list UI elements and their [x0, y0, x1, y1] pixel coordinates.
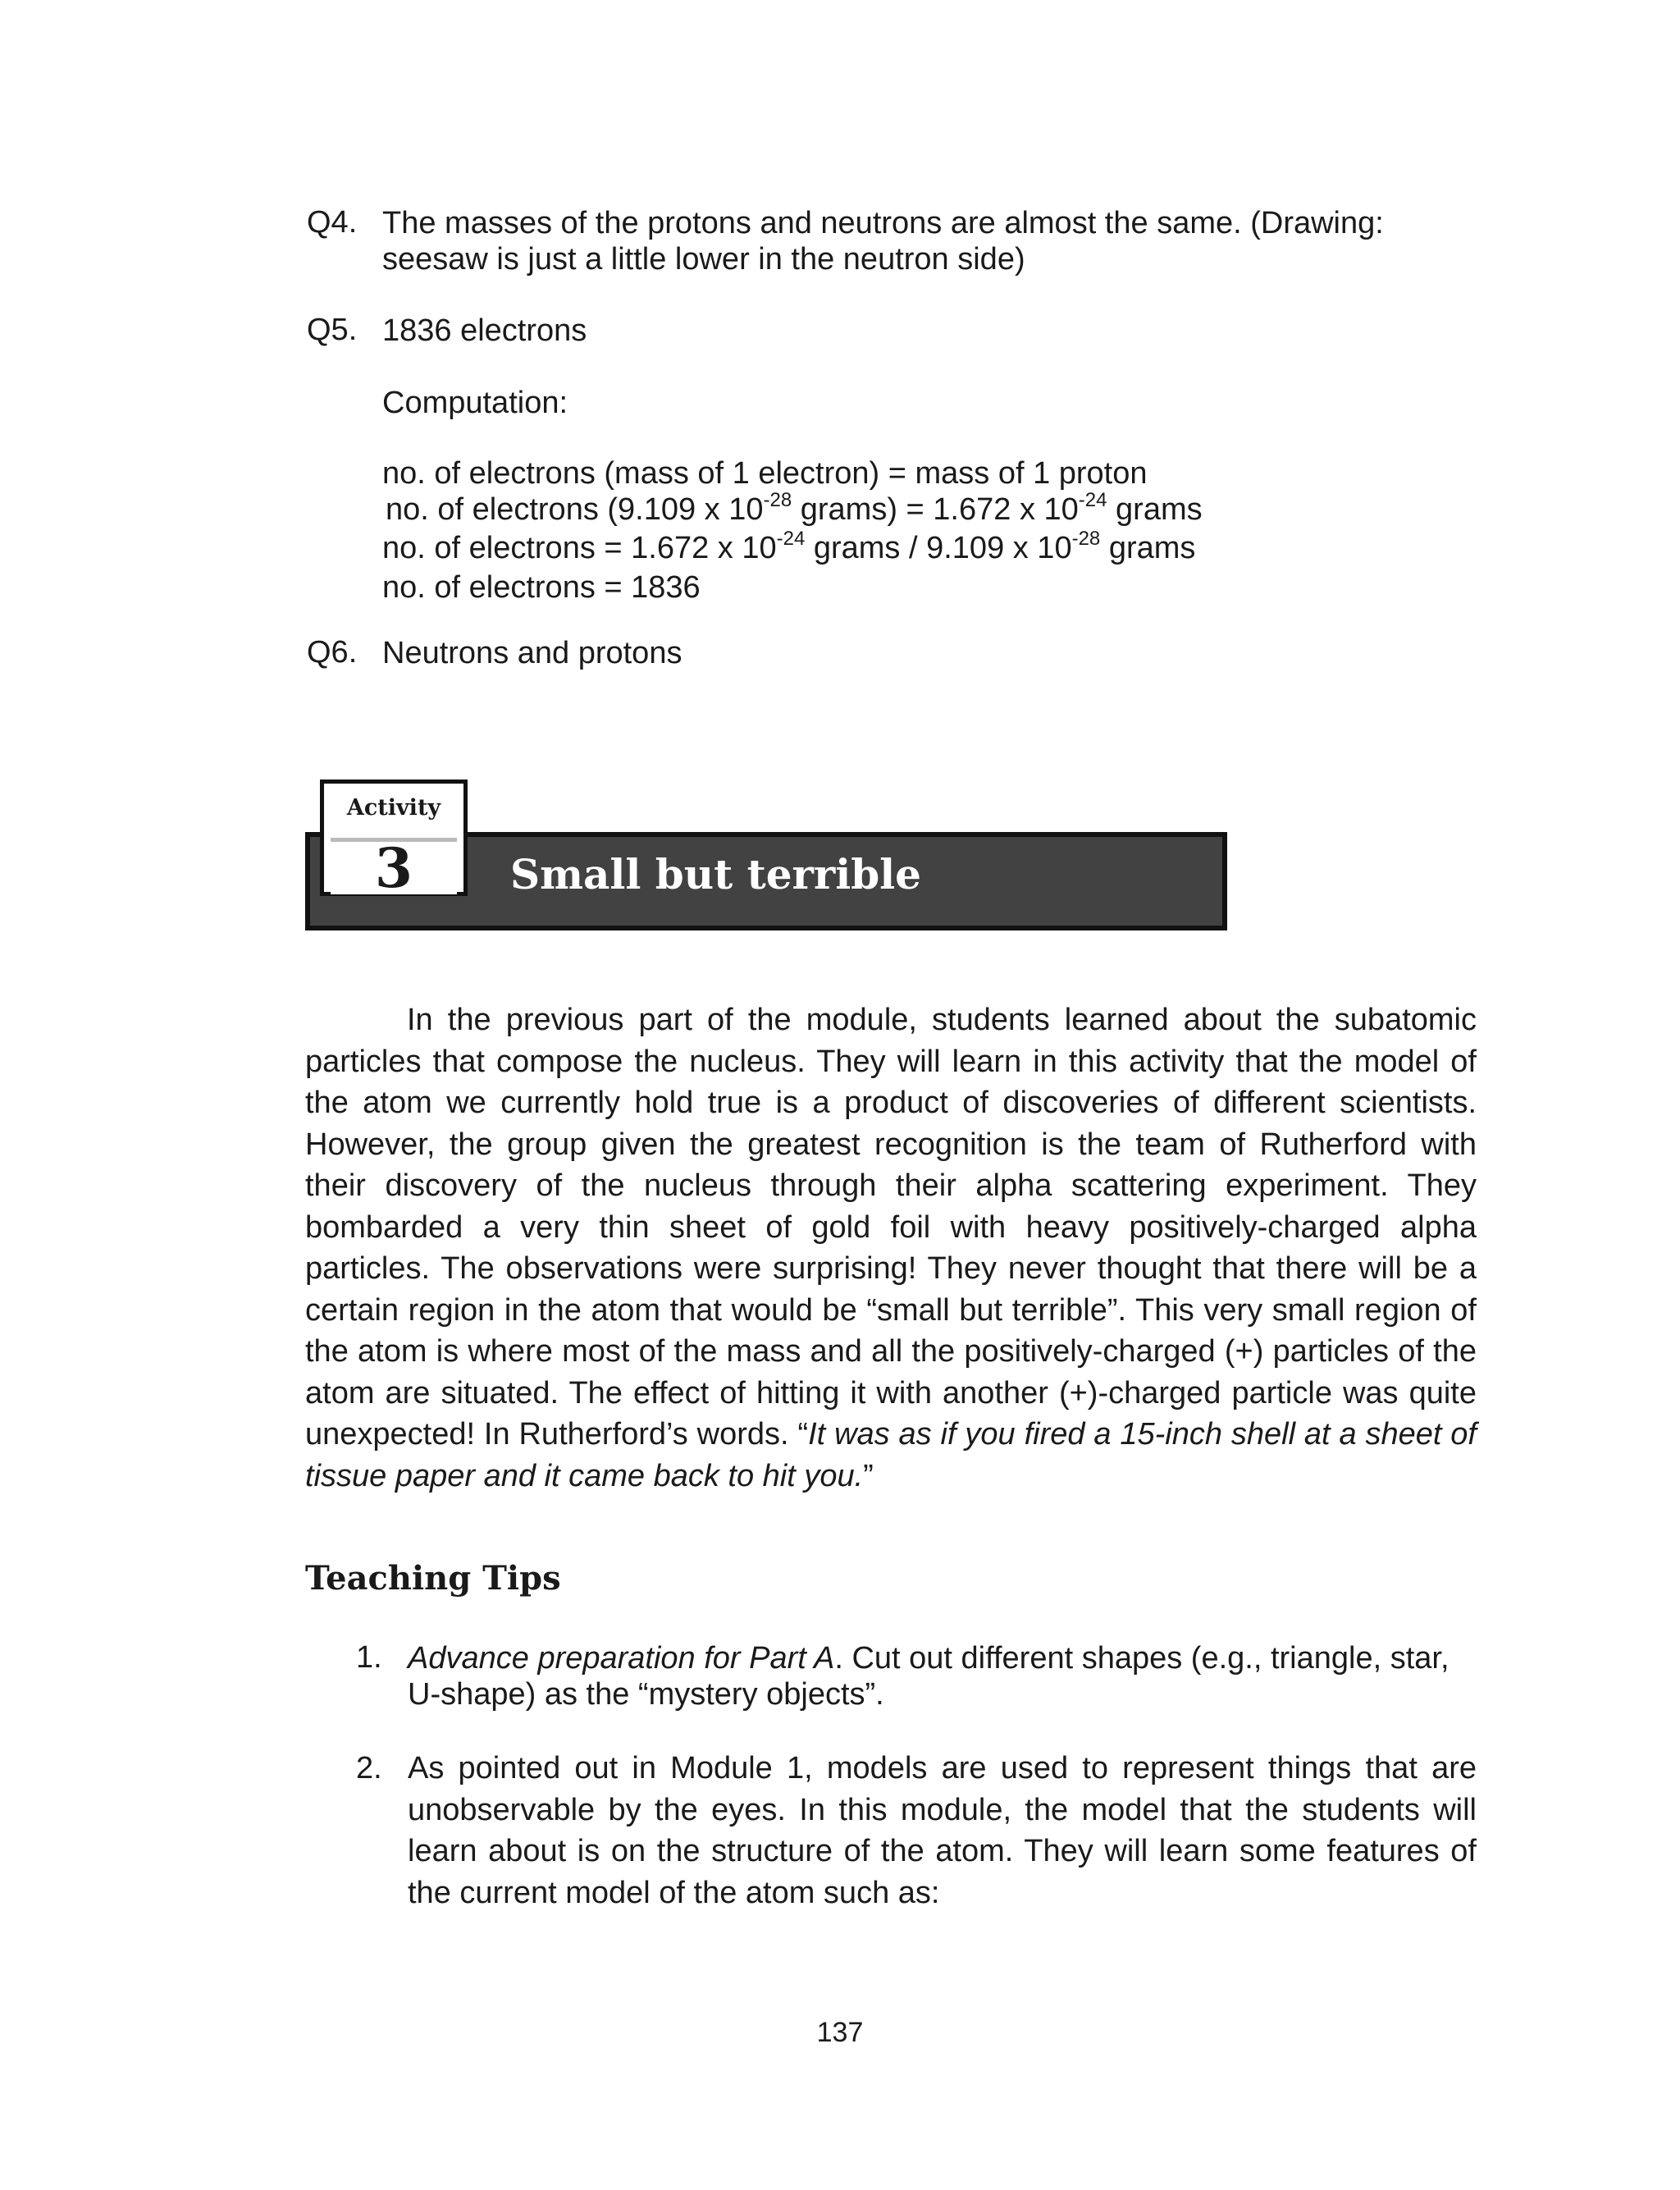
teaching-tips-heading: Teaching Tips	[305, 1559, 561, 1598]
rutherford-quote: It was as if you fired a 15-inch shell at a sheet of tissue paper and it came back to hit you.	[305, 1417, 1477, 1493]
computation-line-3: no. of electrons = 1.672 x $10^{-24}$ grams / 9.109 x $10^{-28}$ grams	[382, 528, 1196, 565]
intro-paragraph: In the previous part of the module, students learned about the subatomic particles that compose the nucleus. They will learn in this activity that the model of the atom we currently hold true is a product of discoveries of different scientists. However, the group given the greatest recognition is the team of Rutherford with their discovery of the nucleus through their alpha scattering experiment. They bombarded a very thin sheet of gold foil with heavy positively-charged alpha particles. The observations were surprising! They never thought that there will be a certain region in the atom that would be “small but terrible”. This very small region of the atom is where most of the mass and all the positively-charged (+) particles of the atom are situated. The effect of hitting it with another (+)-charged particle was quite unexpected! In Rutherford’s words. “It was as if you fired a 15-inch shell at a sheet of tissue paper and it came back to hit you.”	[305, 1003, 1477, 1493]
q4-line-2: seesaw is just a little lower in the neutron side)	[382, 242, 1025, 277]
q6-answer: Neutrons and protons	[382, 636, 682, 670]
q4-line-1: The masses of the protons and neutrons are almost the same. (Drawing:	[382, 206, 1384, 240]
computation-line-1: no. of electrons (mass of 1 electron) = mass of 1 proton	[382, 456, 1148, 491]
computation-line-4: no. of electrons = 1836	[382, 569, 701, 605]
tip-1-text: Advance preparation for Part A. Cut out different shapes (e.g., triangle, star, U-shape) as the “mystery objects”.	[408, 1641, 1449, 1712]
tip-1-number: 1.	[356, 1640, 382, 1675]
q6-number: Q6.	[307, 635, 358, 670]
activity-label: Activity	[346, 795, 441, 821]
computation-block	[382, 456, 1203, 606]
q4-answer	[382, 205, 1384, 277]
activity-badge	[320, 780, 468, 900]
q5-answer: 1836 electrons	[382, 313, 587, 348]
activity-title: Small but terrible	[510, 850, 921, 898]
q4-number: Q4.	[307, 205, 358, 240]
page-number: 137	[816, 2017, 864, 2048]
computation-label: Computation:	[382, 386, 568, 420]
q5-number: Q5.	[307, 313, 358, 347]
activity-number: 3	[331, 838, 457, 894]
computation-line-2: no. of electrons (9.109 x $10^{-28}$ grams) = 1.672 x $10^{-24}$ grams	[386, 488, 1203, 527]
tip-2-text: As pointed out in Module 1, models are used to represent things that are unobservable by the eyes. In this module, the model that the students will learn about is on the structure of the atom. They will learn some features of the current model of the atom such as:	[408, 1751, 1477, 1910]
tip-2-number: 2.	[356, 1751, 382, 1785]
